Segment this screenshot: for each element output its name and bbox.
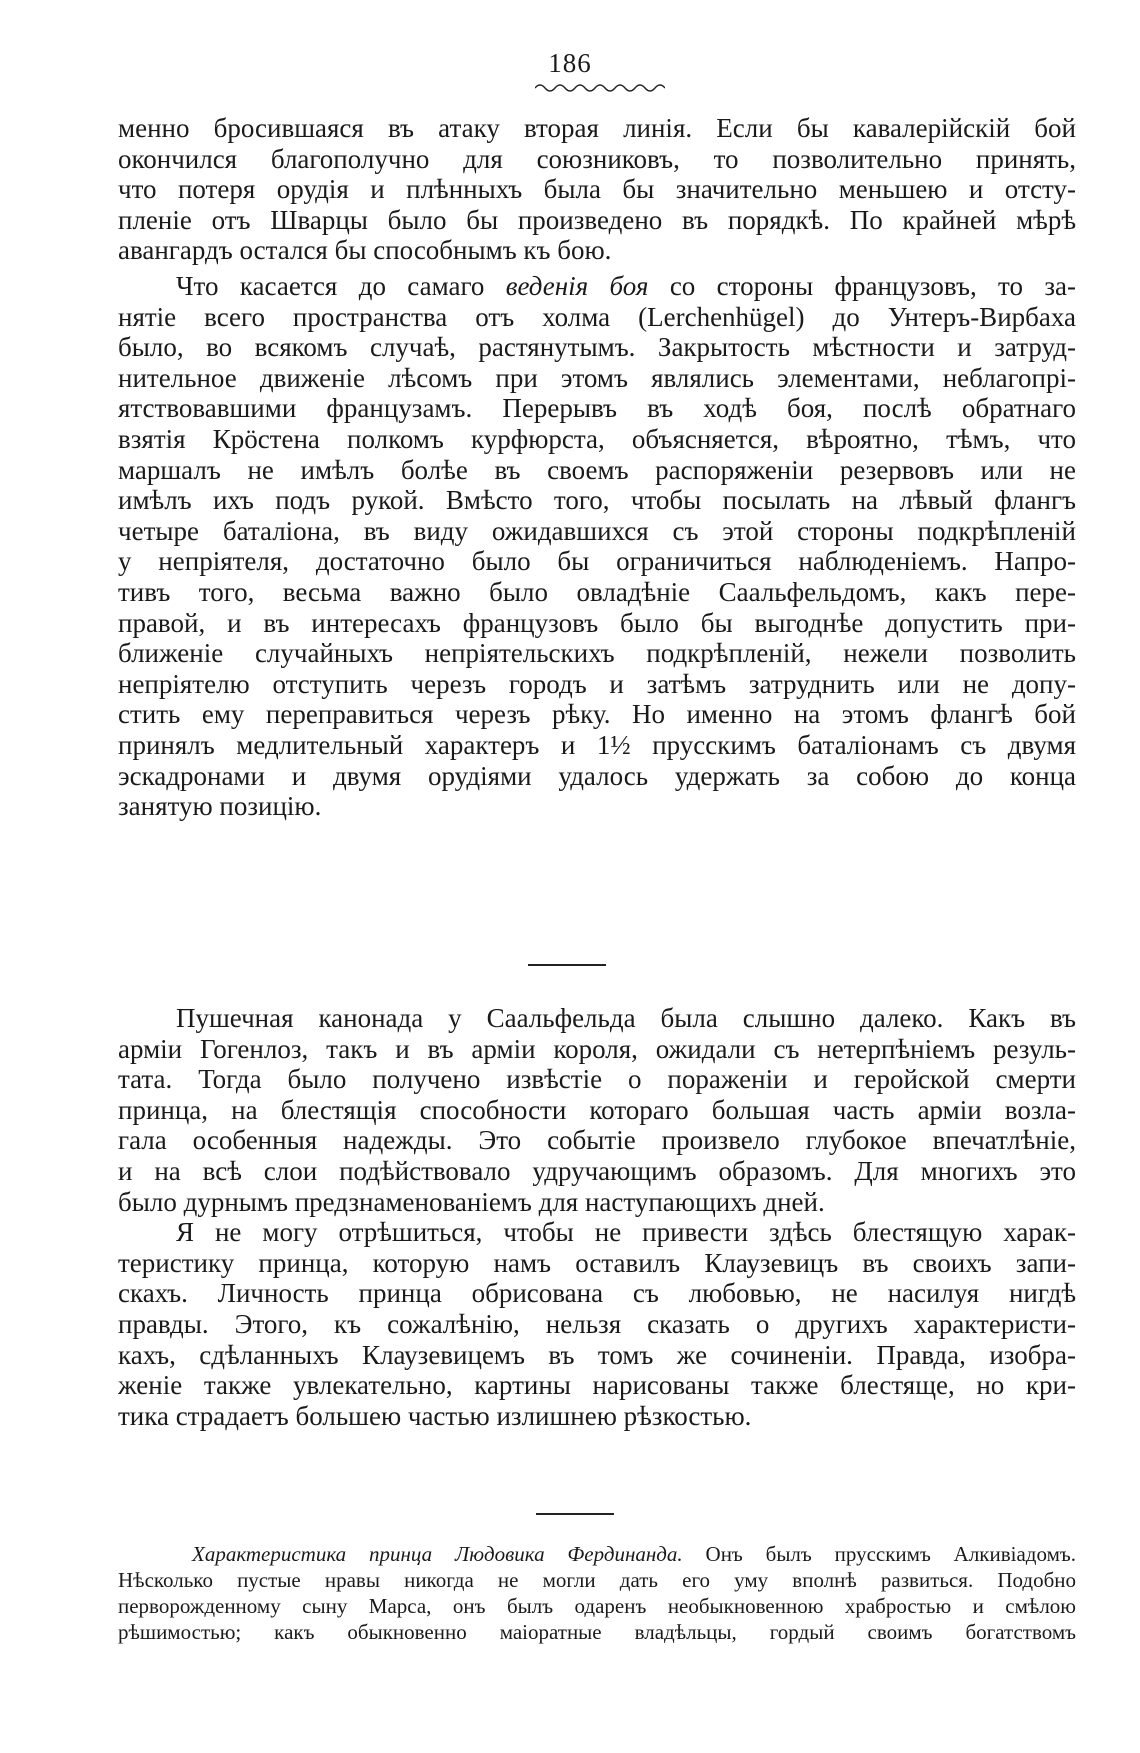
text-line: эскадронами и двумя орудіями удалось удержать за собою до конца [118, 760, 1076, 791]
footnote-line: Характеристика принца Людовика Фердинанда. Онъ былъ прусскимъ Алкивіадомъ. [192, 1542, 1076, 1566]
text-line: нительное движеніе лѣсомъ при этомъ являлись элементами, неблагопрі- [118, 362, 1076, 393]
text-line: тика страдаетъ большею частью излишнею рѣзкостью. [118, 1400, 752, 1431]
text-line: теристику принца, которую намъ оставилъ Клаузевицъ въ своихъ запи- [118, 1247, 1076, 1278]
text-line: правды. Этого, къ сожалѣнію, нельзя сказать о другихъ характеристи- [118, 1308, 1076, 1339]
text-line: имѣлъ ихъ подъ рукой. Вмѣсто того, чтобы посылать на лѣвый флангъ [118, 485, 1076, 516]
footnote-line: Нѣсколько пустые нравы никогда не могли дать его уму вполнѣ развиться. Подобно [118, 1568, 1076, 1592]
text-line: непріятелю отступить черезъ городъ и затѣмъ затруднить или не допу- [118, 668, 1076, 699]
text-line: авангардъ остался бы способнымъ къ бою. [118, 235, 612, 265]
text-line: женіе также увлекательно, картины нарисованы также блестяще, но кри- [118, 1370, 1076, 1401]
footnote [118, 1541, 1076, 1645]
text-line: взятія Крöстена полкомъ курфюрста, объясняется, вѣроятно, тѣмъ, что [118, 423, 1076, 454]
text-line: ятствовавшими французамъ. Перерывъ въ ходѣ боя, послѣ обратнаго [118, 393, 1076, 424]
text-line: было дурнымъ предзнаменованіемъ для наступающихъ дней. [118, 1186, 825, 1217]
text-line: маршалъ не имѣлъ болѣе въ своемъ распоряженіи резервовъ или не [118, 454, 1076, 485]
text-line: занятую позицію. [118, 791, 322, 822]
text-line: гала особенныя надежды. Это событіе произвело глубокое впечатлѣніе, [118, 1125, 1076, 1156]
text-line: Пушечная канонада у Саальфельда была слышно далеко. Какъ въ [176, 1003, 1076, 1033]
text-line: принца, на блестящія способности котораго большая часть арміи возла- [118, 1094, 1076, 1125]
text-line: стить ему переправиться черезъ рѣку. Но именно на этомъ флангѣ бой [118, 699, 1076, 730]
text-line: кахъ, сдѣланныхъ Клаузевицемъ въ томъ же сочиненіи. Правда, изобра- [118, 1339, 1076, 1370]
text-line: Что касается до самаго веденія боя со стороны французовъ, то за- [176, 271, 1076, 301]
text-line: что потеря орудія и плѣнныхъ была бы значительно меньшею и отсту- [118, 174, 1076, 204]
paragraph-battle-conduct [118, 271, 1076, 822]
decorative-wave-rule [535, 82, 665, 94]
text-line: было, во всякомъ случаѣ, растянутымъ. Закрытость мѣстности и затруд- [118, 332, 1076, 363]
paragraph-continuation [118, 113, 1076, 266]
text-line: арміи Гогенлоз, такъ и въ арміи короля, ожидали съ нетерпѣніемъ резуль- [118, 1033, 1076, 1064]
text-line: тивъ того, весьма важно было овладѣніе Саальфельдомъ, какъ пере- [118, 576, 1076, 607]
text-line: принялъ медлительный характеръ и 1½ прусскимъ баталіонамъ съ двумя [118, 729, 1076, 760]
page-number: 186 [548, 48, 592, 78]
text-line: тата. Тогда было получено извѣстіе о пораженіи и геройской смерти [118, 1064, 1076, 1095]
footnote-line: рѣшимостью; какъ обыкновенно маіоратные владѣльцы, гордый своимъ богатствомъ [118, 1620, 1076, 1644]
footnote-line: перворожденному сыну Марса, онъ былъ одаренъ необыкновенною храбростью и смѣлою [118, 1594, 1076, 1618]
text-line: скахъ. Личность принца обрисована съ любовью, не насилуя нигдѣ [118, 1278, 1076, 1309]
text-line: менно бросившаяся въ атаку вторая линія. Если бы кавалерійскій бой [118, 113, 1076, 143]
text-line: Я не могу отрѣшиться, чтобы не привести здѣсь блестящую харак- [176, 1217, 1076, 1248]
text-line: четыре баталіона, въ виду ожидавшихся съ этой стороны подкрѣпленій [118, 515, 1076, 546]
section-divider [528, 964, 606, 966]
text-line: пленіе отъ Шварцы было бы произведено въ порядкѣ. По крайней мѣрѣ [118, 204, 1076, 235]
text-line: нятіе всего пространства отъ холма (Lerchenhügel) до Унтеръ-Вирбаха [118, 301, 1076, 332]
paragraph-cannonade [118, 1003, 1076, 1431]
footnote-divider [536, 1513, 614, 1515]
text-line: окончился благополучно для союзниковъ, то позволительно принять, [118, 143, 1076, 174]
text-line: у непріятеля, достаточно было бы ограничиться наблюденіемъ. Напро- [118, 546, 1076, 577]
text-line: правой, и въ интересахъ французовъ было бы выгоднѣе допустить при- [118, 607, 1076, 638]
text-line: и на всѣ слои подѣйствовало удручающимъ образомъ. Для многихъ это [118, 1155, 1076, 1186]
text-line: ближеніе случайныхъ непріятельскихъ подкрѣпленій, нежели позволить [118, 638, 1076, 669]
